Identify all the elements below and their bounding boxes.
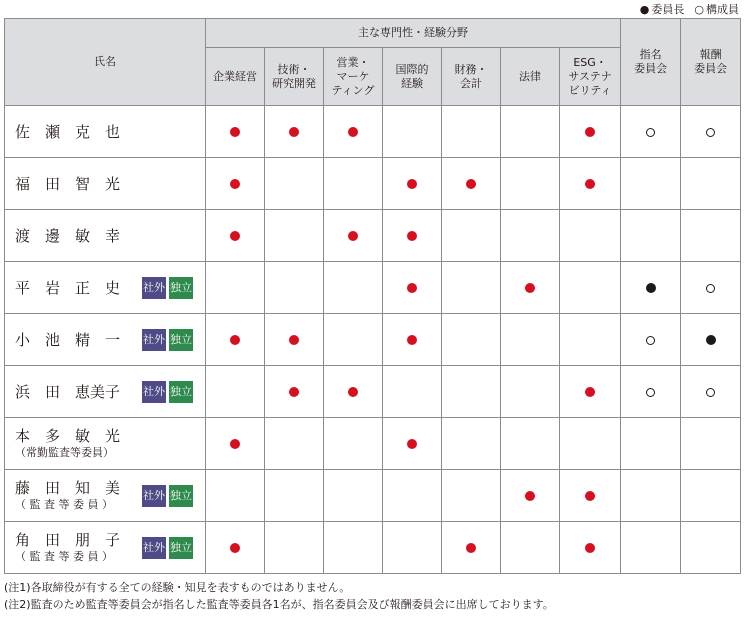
expertise-cell xyxy=(501,418,560,470)
expertise-cell xyxy=(383,366,442,418)
expertise-cell xyxy=(206,470,265,522)
expertise-cell xyxy=(442,106,501,158)
expertise-header-line: マーケ xyxy=(336,69,370,83)
director-name-cell xyxy=(5,366,206,418)
expertise-cell xyxy=(383,106,442,158)
expertise-cell xyxy=(265,522,324,574)
compensation-header-line: 委員会 xyxy=(694,62,728,75)
expertise-cell xyxy=(560,366,621,418)
compensation-cell xyxy=(681,106,741,158)
member-open-circle-icon xyxy=(706,388,715,397)
expertise-cell xyxy=(560,470,621,522)
expertise-cell xyxy=(265,262,324,314)
expertise-header-line: 技術・ xyxy=(277,62,311,76)
outside-director-badge: 社外 xyxy=(142,329,166,351)
expertise-column-header xyxy=(501,48,560,106)
red-dot-icon xyxy=(230,439,240,449)
expertise-column-header xyxy=(383,48,442,106)
compensation-cell xyxy=(681,522,741,574)
expertise-cell xyxy=(560,314,621,366)
expertise-cell xyxy=(442,366,501,418)
expertise-cell xyxy=(265,314,324,366)
chair-filled-circle-icon xyxy=(706,335,716,345)
red-dot-icon xyxy=(407,179,417,189)
director-name: 平 岩 正 史 xyxy=(15,278,121,297)
expertise-column-header xyxy=(560,48,621,106)
expertise-cell xyxy=(501,522,560,574)
director-name-cell xyxy=(5,522,206,574)
expertise-cell xyxy=(265,210,324,262)
nomination-cell xyxy=(621,418,681,470)
expertise-header-line: 経験 xyxy=(401,76,423,90)
member-open-circle-icon xyxy=(706,284,715,293)
expertise-header-line: ティング xyxy=(331,83,375,97)
director-row xyxy=(5,262,741,314)
expertise-cell xyxy=(442,470,501,522)
red-dot-icon xyxy=(289,127,299,137)
independent-director-badge: 独立 xyxy=(169,537,193,559)
nomination-cell xyxy=(621,106,681,158)
expertise-column-header xyxy=(265,48,324,106)
expertise-cell xyxy=(383,470,442,522)
director-row xyxy=(5,210,741,262)
director-name-cell xyxy=(5,210,206,262)
expertise-cell xyxy=(383,418,442,470)
red-dot-icon xyxy=(407,335,417,345)
expertise-group-header: 主な専門性・経験分野 xyxy=(206,19,621,48)
expertise-header-line: 企業経営 xyxy=(213,69,257,83)
expertise-cell xyxy=(383,314,442,366)
expertise-cell xyxy=(206,158,265,210)
expertise-cell xyxy=(501,470,560,522)
expertise-cell xyxy=(265,106,324,158)
red-dot-icon xyxy=(585,179,595,189)
expertise-cell xyxy=(265,470,324,522)
expertise-cell xyxy=(265,366,324,418)
director-name: 福 田 智 光 xyxy=(15,174,121,193)
director-row xyxy=(5,470,741,522)
director-name: 渡 邊 敏 幸 xyxy=(15,226,121,245)
expertise-cell xyxy=(206,106,265,158)
expertise-cell xyxy=(442,522,501,574)
expertise-cell xyxy=(383,210,442,262)
expertise-cell xyxy=(324,210,383,262)
director-name-cell xyxy=(5,106,206,158)
director-name-cell xyxy=(5,314,206,366)
member-open-circle-icon xyxy=(646,388,655,397)
expertise-cell xyxy=(501,262,560,314)
footnotes xyxy=(4,579,554,613)
expertise-cell xyxy=(324,366,383,418)
red-dot-icon xyxy=(348,231,358,241)
director-name: 藤 田 知 美 xyxy=(15,479,121,497)
red-dot-icon xyxy=(466,543,476,553)
outside-director-badge: 社外 xyxy=(142,381,166,403)
director-name-cell xyxy=(5,470,206,522)
outside-director-badge: 社外 xyxy=(142,485,166,507)
expertise-header-line: サステナ xyxy=(568,69,612,83)
nomination-header-line: 指名 xyxy=(639,48,662,61)
red-dot-icon xyxy=(407,231,417,241)
compensation-cell xyxy=(681,262,741,314)
independent-director-badge: 独立 xyxy=(169,329,193,351)
expertise-cell xyxy=(383,158,442,210)
expertise-cell xyxy=(206,418,265,470)
footnote-2: (注2)監査のため監査等委員会が指名した監査等委員各1名が、指名委員会及び報酬委員会に出席しております。 xyxy=(4,598,554,611)
director-name: 佐 瀬 克 也 xyxy=(15,122,121,141)
expertise-cell xyxy=(324,522,383,574)
nomination-cell xyxy=(621,158,681,210)
footnote-1: (注1)各取締役が有する全ての経験・知見を表すものではありません。 xyxy=(4,581,351,594)
outside-director-badge: 社外 xyxy=(142,277,166,299)
independent-director-badge: 独立 xyxy=(169,277,193,299)
expertise-header-line: ESG・ xyxy=(573,55,607,69)
red-dot-icon xyxy=(230,543,240,553)
expertise-cell xyxy=(560,158,621,210)
red-dot-icon xyxy=(466,179,476,189)
nomination-cell xyxy=(621,314,681,366)
expertise-header-line: 法律 xyxy=(519,69,541,83)
director-role: （常勤監査等委員） xyxy=(15,446,114,459)
expertise-cell xyxy=(265,158,324,210)
compensation-cell xyxy=(681,314,741,366)
expertise-cell xyxy=(442,262,501,314)
red-dot-icon xyxy=(289,387,299,397)
expertise-cell xyxy=(560,522,621,574)
red-dot-icon xyxy=(407,439,417,449)
expertise-cell xyxy=(560,106,621,158)
red-dot-icon xyxy=(525,283,535,293)
red-dot-icon xyxy=(585,491,595,501)
red-dot-icon xyxy=(348,127,358,137)
red-dot-icon xyxy=(348,387,358,397)
director-name-cell xyxy=(5,158,206,210)
expertise-cell xyxy=(560,418,621,470)
director-name: 浜 田 恵美子 xyxy=(15,382,121,401)
expertise-cell xyxy=(206,366,265,418)
nomination-cell xyxy=(621,366,681,418)
independent-director-badge: 独立 xyxy=(169,485,193,507)
expertise-cell xyxy=(501,210,560,262)
nomination-cell xyxy=(621,470,681,522)
chair-filled-circle-icon xyxy=(646,283,656,293)
compensation-cell xyxy=(681,210,741,262)
nomination-committee-header xyxy=(621,19,681,106)
nomination-header-line: 委員会 xyxy=(634,62,668,75)
red-dot-icon xyxy=(230,231,240,241)
expertise-cell xyxy=(501,314,560,366)
compensation-committee-header xyxy=(681,19,741,106)
expertise-cell xyxy=(206,262,265,314)
expertise-cell xyxy=(501,106,560,158)
expertise-cell xyxy=(206,210,265,262)
expertise-header-line: 研究開発 xyxy=(272,76,316,90)
legend-member xyxy=(694,3,739,17)
outside-director-badge: 社外 xyxy=(142,537,166,559)
director-row xyxy=(5,418,741,470)
filled-circle-icon: ● xyxy=(639,3,650,16)
nomination-cell xyxy=(621,210,681,262)
name-column-header: 氏名 xyxy=(5,19,206,106)
expertise-cell xyxy=(383,262,442,314)
expertise-header-line: 会計 xyxy=(460,76,482,90)
director-row xyxy=(5,366,741,418)
director-row xyxy=(5,106,741,158)
expertise-cell xyxy=(324,314,383,366)
expertise-cell xyxy=(324,158,383,210)
expertise-cell xyxy=(442,418,501,470)
legend-chair xyxy=(640,3,685,17)
expertise-header-line: 国際的 xyxy=(395,62,429,76)
expertise-cell xyxy=(324,262,383,314)
member-open-circle-icon xyxy=(646,336,655,345)
red-dot-icon xyxy=(230,335,240,345)
nomination-cell xyxy=(621,262,681,314)
compensation-header-line: 報酬 xyxy=(699,48,722,61)
member-open-circle-icon xyxy=(646,128,655,137)
compensation-cell xyxy=(681,366,741,418)
expertise-cell xyxy=(560,210,621,262)
director-name-cell xyxy=(5,418,206,470)
director-name: 角 田 朋 子 xyxy=(15,531,121,549)
expertise-cell xyxy=(501,158,560,210)
open-circle-icon: ○ xyxy=(694,3,704,16)
red-dot-icon xyxy=(230,179,240,189)
expertise-column-header xyxy=(324,48,383,106)
expertise-column-header xyxy=(206,48,265,106)
expertise-header-line: ビリティ xyxy=(568,83,612,97)
director-name: 本 多 敏 光 xyxy=(15,427,121,445)
member-open-circle-icon xyxy=(706,128,715,137)
expertise-cell xyxy=(560,262,621,314)
expertise-header-line: 財務・ xyxy=(454,62,488,76)
director-row xyxy=(5,314,741,366)
director-row xyxy=(5,158,741,210)
red-dot-icon xyxy=(525,491,535,501)
expertise-cell xyxy=(206,314,265,366)
expertise-cell xyxy=(501,366,560,418)
independent-director-badge: 独立 xyxy=(169,381,193,403)
compensation-cell xyxy=(681,158,741,210)
expertise-cell xyxy=(206,522,265,574)
director-name: 小 池 精 一 xyxy=(15,330,121,349)
red-dot-icon xyxy=(585,387,595,397)
expertise-cell xyxy=(442,210,501,262)
legend-member-label: 構成員 xyxy=(706,3,739,16)
expertise-cell xyxy=(324,418,383,470)
expertise-cell xyxy=(324,106,383,158)
director-role: （ 監 査 等 委 員 ） xyxy=(15,498,113,511)
director-row xyxy=(5,522,741,574)
expertise-cell xyxy=(442,314,501,366)
red-dot-icon xyxy=(230,127,240,137)
compensation-cell xyxy=(681,418,741,470)
director-name-cell xyxy=(5,262,206,314)
legend xyxy=(640,3,739,17)
expertise-cell xyxy=(265,418,324,470)
compensation-cell xyxy=(681,470,741,522)
skills-matrix-table xyxy=(4,18,741,574)
red-dot-icon xyxy=(585,127,595,137)
expertise-column-header xyxy=(442,48,501,106)
red-dot-icon xyxy=(585,543,595,553)
nomination-cell xyxy=(621,522,681,574)
red-dot-icon xyxy=(289,335,299,345)
director-role: （ 監 査 等 委 員 ） xyxy=(15,550,113,563)
expertise-cell xyxy=(324,470,383,522)
expertise-cell xyxy=(442,158,501,210)
expertise-header-line: 営業・ xyxy=(336,55,370,69)
expertise-cell xyxy=(383,522,442,574)
legend-chair-label: 委員長 xyxy=(651,3,685,16)
red-dot-icon xyxy=(407,283,417,293)
